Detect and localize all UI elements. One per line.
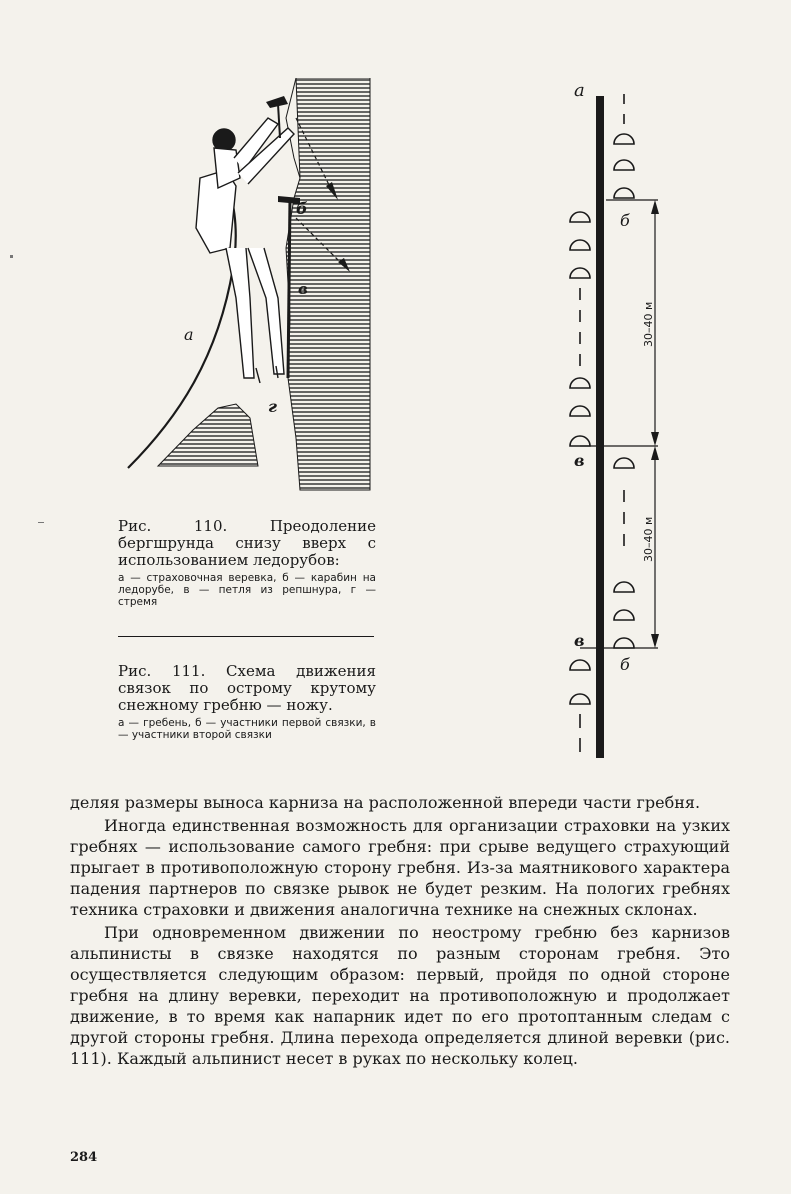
- climber-mark: [614, 188, 634, 198]
- caption-divider: [118, 636, 374, 637]
- climber-mark: [570, 240, 590, 250]
- figure-111-caption: Рис. 111. Схема движения связок по острому крутому снежному гребню — ножу.: [118, 662, 376, 714]
- label-g: г: [268, 397, 277, 416]
- page-number: 284: [70, 1150, 98, 1165]
- climber-mark: [570, 212, 590, 222]
- climber-mark: [614, 610, 634, 620]
- climber-figure: [196, 118, 294, 383]
- climber-mark: [614, 134, 634, 144]
- label-a: а: [574, 80, 585, 101]
- paragraph-2: Иногда единственная возможность для организации страховки на узких гребнях — использование самого гребня: при срыве ведущего страхующий прыгает в противоположную сторону гребня. Из-за маятникового характера падения партнеров по связке рывок не будет резким. На пологих гребнях техника страховки и движения аналогична технике на снежных склонах.: [70, 816, 730, 919]
- climber-mark: [614, 160, 634, 170]
- figure-110-legend: а — страховочная веревка, б — карабин на ледорубе, в — петля из репшнура, г — стремя: [118, 572, 376, 608]
- climber-mark: [614, 458, 634, 468]
- distance-label-1: 30–40 м: [642, 301, 655, 347]
- label-v-bottom: в: [574, 631, 585, 650]
- figure-110-illustration: [118, 78, 380, 498]
- label-b-top: б: [620, 211, 630, 230]
- climber-mark: [570, 436, 590, 446]
- climber-mark: [570, 378, 590, 388]
- scan-speck: [38, 522, 44, 523]
- paragraph-3: При одновременном движении по неострому гребню без карнизов альпинисты в связке находятся по разным сторонам гребня. Это осуществляется следующим образом: первый, пройдя по одной стороне гребня на длину веревки, переходит на противоположную и продолжает движение, в то время как напарник идет по его протоптанным следам с другой стороны гребня. Длина перехода определяется длиной веревки (рис. 111). Каждый альпинист несет в руках по нескольку колец.: [70, 923, 730, 1068]
- label-a: а: [184, 325, 194, 344]
- label-b-bottom: б: [620, 655, 630, 674]
- label-b: б: [296, 199, 308, 218]
- body-text: [70, 792, 730, 1069]
- figure-111-legend: а — гребень, б — участники первой связки, в — участники второй связки: [118, 717, 376, 741]
- scan-speck: [10, 255, 13, 258]
- climber-mark: [614, 582, 634, 592]
- label-v-mid: в: [574, 451, 585, 470]
- climber-mark: [570, 694, 590, 704]
- label-v: в: [298, 280, 308, 298]
- climber-mark: [570, 660, 590, 670]
- paragraph-1: деляя размеры выноса карниза на расположенной впереди части гребня.: [70, 793, 701, 812]
- figure-110-caption-block: [118, 518, 376, 608]
- climber-mark: [614, 638, 634, 648]
- figure-110-caption: Рис. 110. Преодоление бергшрунда снизу вверх с использованием ледорубов:: [118, 517, 376, 569]
- climber-mark: [570, 406, 590, 416]
- climber-mark: [570, 268, 590, 278]
- distance-label-2: 30–40 м: [642, 516, 655, 562]
- snow-block: [158, 404, 258, 466]
- figure-111-caption-block: [118, 663, 376, 741]
- figure-111-diagram: [540, 72, 690, 762]
